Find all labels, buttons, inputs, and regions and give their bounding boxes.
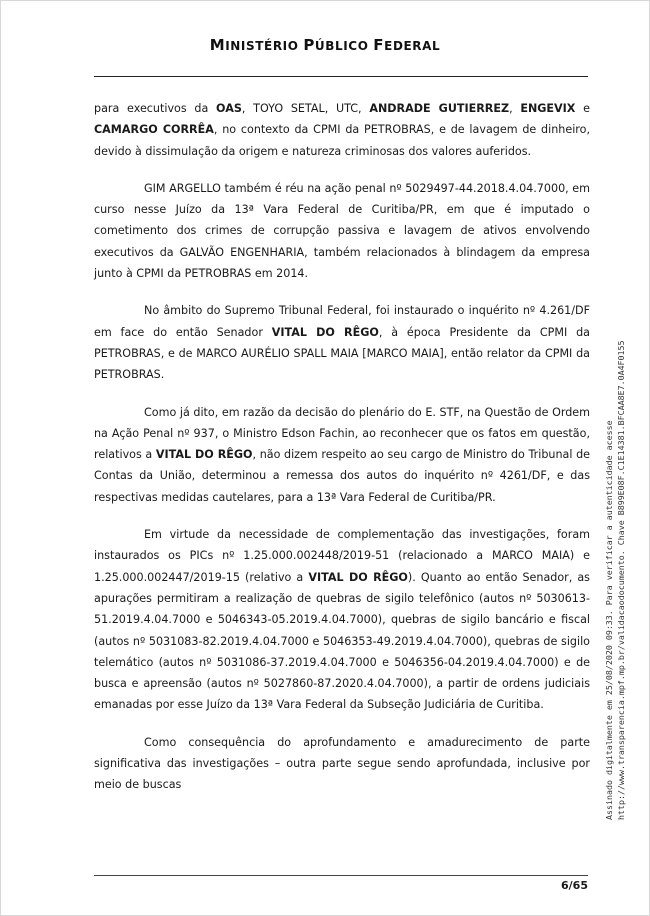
paragraph-text: , não dizem respeito ao seu cargo de Ministro do Tribunal de Contas da União, determinou a remessa dos autos do inquérito nº 4261/DF, e das respectivas medidas cautelares, para a 13ª Vara Federal de Curitiba/PR. — [94, 448, 590, 504]
paragraph-text: , à época Presidente da CPMI da PETROBRAS, e de MARCO AURÉLIO SPALL MAIA [MARCO MAIA], então relator da CPMI da PETROBRAS. — [94, 325, 590, 382]
body-paragraph — [94, 178, 590, 284]
header-title-part: F — [373, 36, 385, 54]
page-number: 6/65 — [561, 879, 588, 892]
body-paragraph — [94, 402, 590, 508]
header-divider — [94, 76, 588, 77]
paragraph-text: e — [575, 102, 590, 115]
header-title-part: ÚBLICO — [314, 39, 374, 53]
header-title-part: M — [209, 36, 226, 54]
document-body — [94, 98, 590, 812]
body-paragraph — [94, 732, 590, 796]
body-paragraph — [94, 98, 590, 162]
paragraph-text: Como já dito, em razão da decisão do plenário do E. STF, na Questão de Ordem na Ação Penal nº 937, o Ministro Edson Fachin, ao reconhecer que os fatos em questão, relativos a — [94, 405, 590, 462]
paragraph-text: Como consequência do aprofundamento e amadurecimento de parte significativa das investigações – outra parte segue sendo aprofundada, inclusive por meio de buscas — [94, 735, 590, 792]
bold-name-text: VITAL DO RÊGO — [271, 325, 379, 339]
body-paragraph — [94, 524, 590, 716]
digital-signature-note — [604, 300, 627, 820]
header-title-part: INISTÉRIO — [225, 39, 304, 53]
footer-divider — [94, 875, 588, 876]
bold-name-text: VITAL DO RÊGO — [308, 570, 408, 584]
paragraph-text: Em virtude da necessidade de complementação das investigações, foram instaurados os PICs nº 1.25.000.002448/2019-51 (relacionado a MARCO MAIA) e 1.25.000.002447/2019-15 (relativo a — [94, 528, 590, 584]
paragraph-text: , no contexto da CPMI da PETROBRAS, e de lavagem de dinheiro, devido à dissimulação da origem e natureza criminosas dos valores auferidos. — [94, 123, 590, 158]
header-title-part: EDERAL — [384, 39, 441, 53]
bold-name-text: ENGEVIX — [520, 102, 576, 115]
paragraph-text: , TOYO SETAL, UTC, — [241, 102, 370, 115]
paragraph-text: No âmbito do Supremo Tribunal Federal, foi instaurado o inquérito nº 4.261/DF em face do então Senador — [94, 304, 590, 339]
paragraph-text: ). Quanto ao então Senador, as apurações permitiram a realização de quebras de sigilo telefônico (autos nº 5030613-51.2019.4.04.7000 e 5046343-05.2019.4.04.7000), quebras de sigilo bancário e fiscal (autos nº 5031083-82.2019.4.04.7000 e 5046353-49.2019.4.04.7000), quebras de sigilo telemático (autos nº 5031086-37.2019.4.04.7000 e 5046356-04.2019.4.04.7000) e de busca e apreensão (autos nº 5027860-87.2020.4.04.7000), a partir de ordens judiciais emanadas por esse Juízo da 13ª Vara Federal da Subseção Judiciária de Curitiba. — [94, 570, 590, 712]
paragraph-text: , — [509, 102, 521, 115]
bold-name-text: ANDRADE GUTIERREZ — [369, 102, 510, 115]
header-title-part: P — [303, 36, 315, 54]
bold-name-text: CAMARGO CORRÊA — [94, 123, 214, 137]
bold-name-text: VITAL DO RÊGO — [155, 448, 253, 462]
paragraph-text: para executivos da — [94, 102, 217, 115]
signature-note-line-2: http://www.transparencia.mpf.mp.br/validacaodocumento. Chave B899E08F.C1E14381.BFCAA8E7.0A4F0155 — [615, 340, 626, 820]
document-header-title — [0, 36, 650, 54]
bold-name-text: OAS — [216, 102, 242, 115]
body-paragraph — [94, 300, 590, 385]
signature-note-line-1: Assinado digitalmente em 25/08/2020 09:33. Para verificar a autenticidade acesse — [604, 420, 614, 820]
paragraph-text: GIM ARGELLO também é réu na ação penal nº 5029497-44.2018.4.04.7000, em curso nesse Juízo da 13ª Vara Federal de Curitiba/PR, em que é imputado o cometimento dos crimes de corrupção passiva e lavagem de ativos envolvendo executivos da GALVÃO ENGENHARIA, também relacionados à blindagem da empresa junto à CPMI da PETROBRAS em 2014. — [94, 181, 590, 281]
